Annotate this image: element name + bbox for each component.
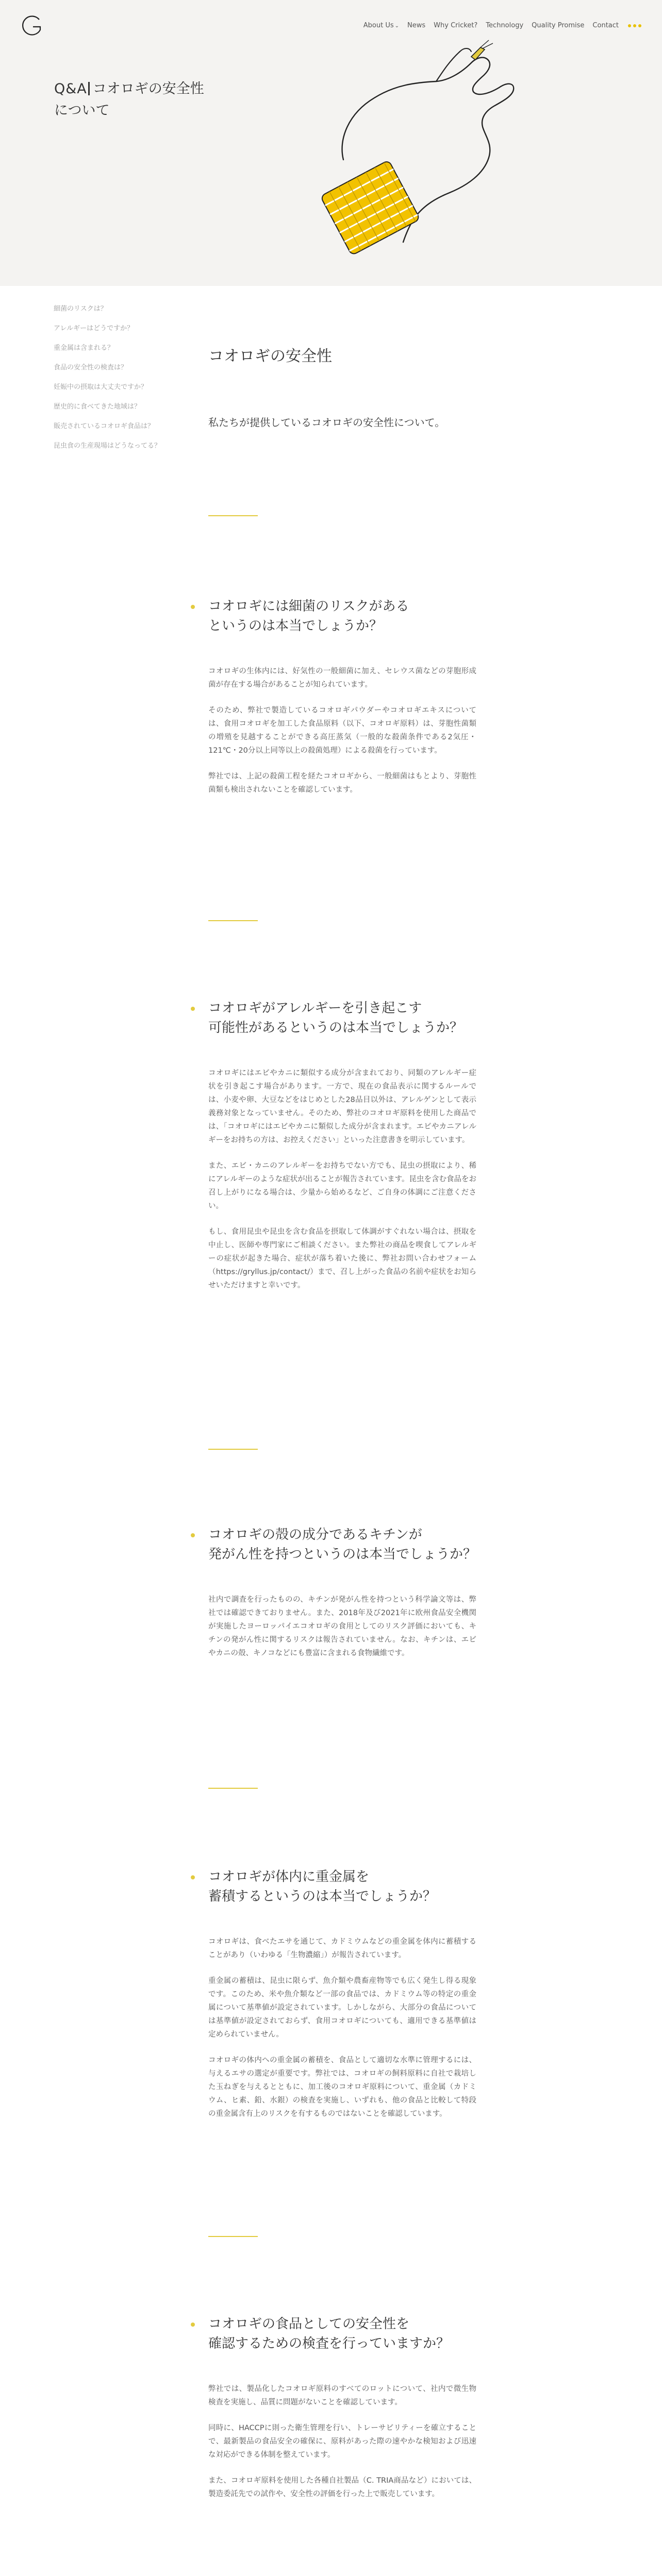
answer-body bbox=[208, 1935, 476, 2121]
qa-item-chitin bbox=[208, 1525, 497, 1672]
bullet-dot-icon bbox=[191, 605, 195, 609]
hand-illustration bbox=[307, 36, 534, 283]
answer-body bbox=[208, 665, 476, 796]
answer-paragraph: コオロギの生体内には、好気性の一般細菌に加え、セレウス菌などの芽胞形成菌が存在する場合があることが知られています。 bbox=[208, 667, 476, 689]
answer-paragraph: 重金属の蓄積は、昆虫に限らず、魚介類や農畜産物等でも広く発生し得る現象です。このため、米や魚介類など一部の食品では、カドミウム等の特定の重金属について基準値が設定されています。しかしながら、大部分の食品については基準値が設定されておらず、食用コオロギについても、適用できる基準値は定められていません。 bbox=[208, 1977, 476, 2039]
qa-item-heavy-metals bbox=[208, 1867, 497, 2133]
answer-paragraph: また、コオロギ原料を使用した各種自社製品（C. TRIA商品など）においては、製造委託先での試作や、安全性の評価を行った上で販売しています。 bbox=[208, 2477, 476, 2498]
nav-technology[interactable]: Technology bbox=[486, 22, 524, 29]
bullet-dot-icon bbox=[191, 1533, 195, 1537]
qa-item-inspection bbox=[208, 2314, 497, 2513]
intro-text: 私たちが提供しているコオロギの安全性について。 bbox=[208, 416, 445, 429]
question-heading: コオロギが体内に重金属を 蓄積するというのは本当でしょうか？ bbox=[208, 1867, 497, 1906]
nav-about-us[interactable]: About Us ⌄ bbox=[363, 22, 400, 29]
toc-item[interactable]: 歴史的に食べてきた地域は？ bbox=[54, 403, 141, 411]
nav-why-cricket[interactable]: Why Cricket? bbox=[434, 22, 478, 29]
answer-body bbox=[208, 1066, 476, 1292]
section-title: コオロギの安全性 bbox=[208, 347, 332, 365]
bullet-dot-icon bbox=[191, 1007, 195, 1011]
section-divider bbox=[208, 920, 258, 921]
answer-paragraph: 社内で調査を行ったものの、キチンが発がん性を持つという科学論文等は、弊社では確認できておりません。また、2018年及び2021年に欧州食品安全機関が実施したヨーロッパイエコオロギの食用としてのリスク評価においても、キチンの発がん性に関するリスクは報告されていません。なお、キチンは、エビやカニの殻、キノコなどにも豊富に含まれる食物繊維です。 bbox=[208, 1596, 476, 1657]
chevron-down-icon: ⌄ bbox=[394, 23, 400, 29]
page-hero-title: Q&A コオロギの安全性 について bbox=[54, 81, 204, 118]
language-menu-icon[interactable] bbox=[628, 24, 641, 27]
section-divider bbox=[208, 1449, 258, 1450]
answer-body bbox=[208, 1593, 476, 1660]
toc-item[interactable]: 妊娠中の摂取は大丈夫ですか？ bbox=[54, 383, 148, 391]
answer-paragraph: コオロギの体内への重金属の蓄積を、食品として適切な水準に管理するには、与えるエサの選定が重要です。弊社では、コオロギの飼料原料に自社で栽培した玉ねぎを与えるとともに、加工後のコオロギ原料について、重金属（カドミウム、ヒ素、鉛、水銀）の検査を実施し、いずれも、他の食品と比較して特段の重金属含有上のリスクを有するものではないことを確認しています。 bbox=[208, 2056, 476, 2118]
toc-item[interactable]: 昆虫食の生産現場はどうなってる？ bbox=[54, 442, 161, 450]
section-divider bbox=[208, 515, 258, 516]
nav-contact[interactable]: Contact bbox=[592, 22, 619, 29]
nav-quality-promise[interactable]: Quality Promise bbox=[532, 22, 585, 29]
qa-item-bacteria bbox=[208, 597, 497, 809]
main-nav bbox=[363, 22, 641, 29]
answer-paragraph: 弊社では、上記の殺菌工程を経たコオロギから、一般細菌はもとより、芽胞性菌類も検出されないことを確認しています。 bbox=[208, 772, 476, 794]
brand-logo[interactable] bbox=[20, 14, 42, 38]
bullet-dot-icon bbox=[191, 1875, 195, 1879]
answer-paragraph: そのため、弊社で製造しているコオロギパウダーやコオロギエキスについては、食用コオロギを加工した食品原料（以下、コオロギ原料）は、芽胞性菌類の増殖を見越することができる高圧蒸気（一般的な殺菌条件である2気圧・121℃・20分以上同等以上の殺菌処理）による殺菌を行っています。 bbox=[208, 706, 476, 755]
qa-item-allergy bbox=[208, 998, 497, 1304]
answer-paragraph: 同時に、HACCPに則った衛生管理を行い、トレーサビリティーを確立することで、最新製品の食品安全の確保に、原料があった際の速やかな検知および迅速な対応ができる体制を整えています。 bbox=[208, 2424, 476, 2459]
answer-paragraph: コオロギは、食べたエサを通じて、カドミウムなどの重金属を体内に蓄積することがあり（いわゆる「生物濃縮」）が報告されています。 bbox=[208, 1938, 476, 1959]
section-divider bbox=[208, 1788, 258, 1789]
bullet-dot-icon bbox=[191, 2323, 195, 2327]
question-heading: コオロギの殻の成分であるキチンが 発がん性を持つというのは本当でしょうか？ bbox=[208, 1525, 497, 1564]
toc-item[interactable]: アレルギーはどうですか？ bbox=[54, 325, 134, 332]
table-of-contents bbox=[54, 305, 167, 462]
answer-paragraph: コオロギにはエビやカニに類似する成分が含まれており、同類のアレルギー症状を引き起こす場合があります。一方で、現在の食品表示に関するルールでは、小麦や卵、大豆などをはじめとした28品目以外は、アレルゲンとして表示義務対象となっていません。そのため、弊社のコオロギ原料を使用した商品では、「コオロギにはエビやカニに類似した成分が含まれます。エビやカニアレルギーをお持ちの方は、お控えください」といった注意書きを明示しています。 bbox=[208, 1069, 476, 1144]
toc-item[interactable]: 細菌のリスクは？ bbox=[54, 305, 107, 313]
answer-paragraph: もし、食用昆虫や昆虫を含む食品を摂取して体調がすぐれない場合は、摂取を中止し、医師や専門家にご相談ください。また弊社の商品を喫食してアレルギーの症状が起きた場合、症状が落ち着いた後に、弊社お問い合わせフォーム（https://gryllus.jp/contact/）まで、召し上がった食品の名前や症状をお知らせいただけますと幸いです。 bbox=[208, 1228, 476, 1290]
nav-news[interactable]: News bbox=[407, 22, 426, 29]
question-heading: コオロギには細菌のリスクがある というのは本当でしょうか？ bbox=[208, 597, 497, 636]
toc-item[interactable]: 食品の安全性の検査は？ bbox=[54, 364, 128, 371]
toc-item[interactable]: 販売されているコオロギ食品は？ bbox=[54, 422, 155, 430]
question-heading: コオロギがアレルギーを引き起こす 可能性があるというのは本当でしょうか？ bbox=[208, 998, 497, 1038]
toc-item[interactable]: 重金属は含まれる？ bbox=[54, 344, 114, 352]
answer-body bbox=[208, 2382, 476, 2501]
question-heading: コオロギの食品としての安全性を 確認するための検査を行っていますか？ bbox=[208, 2314, 497, 2353]
answer-paragraph: 弊社では、製品化したコオロギ原料のすべてのロットについて、社内で微生物検査を実施し、品質に問題がないことを確認しています。 bbox=[208, 2385, 476, 2406]
section-divider bbox=[208, 2236, 258, 2237]
answer-paragraph: また、エビ・カニのアレルギーをお持ちでない方でも、昆虫の摂取により、稀にアレルギーのような症状が出ることが報告されています。昆虫を含む食品をお召し上がりになる場合は、少量から始めるなど、ご自身の体調にご注意ください。 bbox=[208, 1162, 476, 1210]
